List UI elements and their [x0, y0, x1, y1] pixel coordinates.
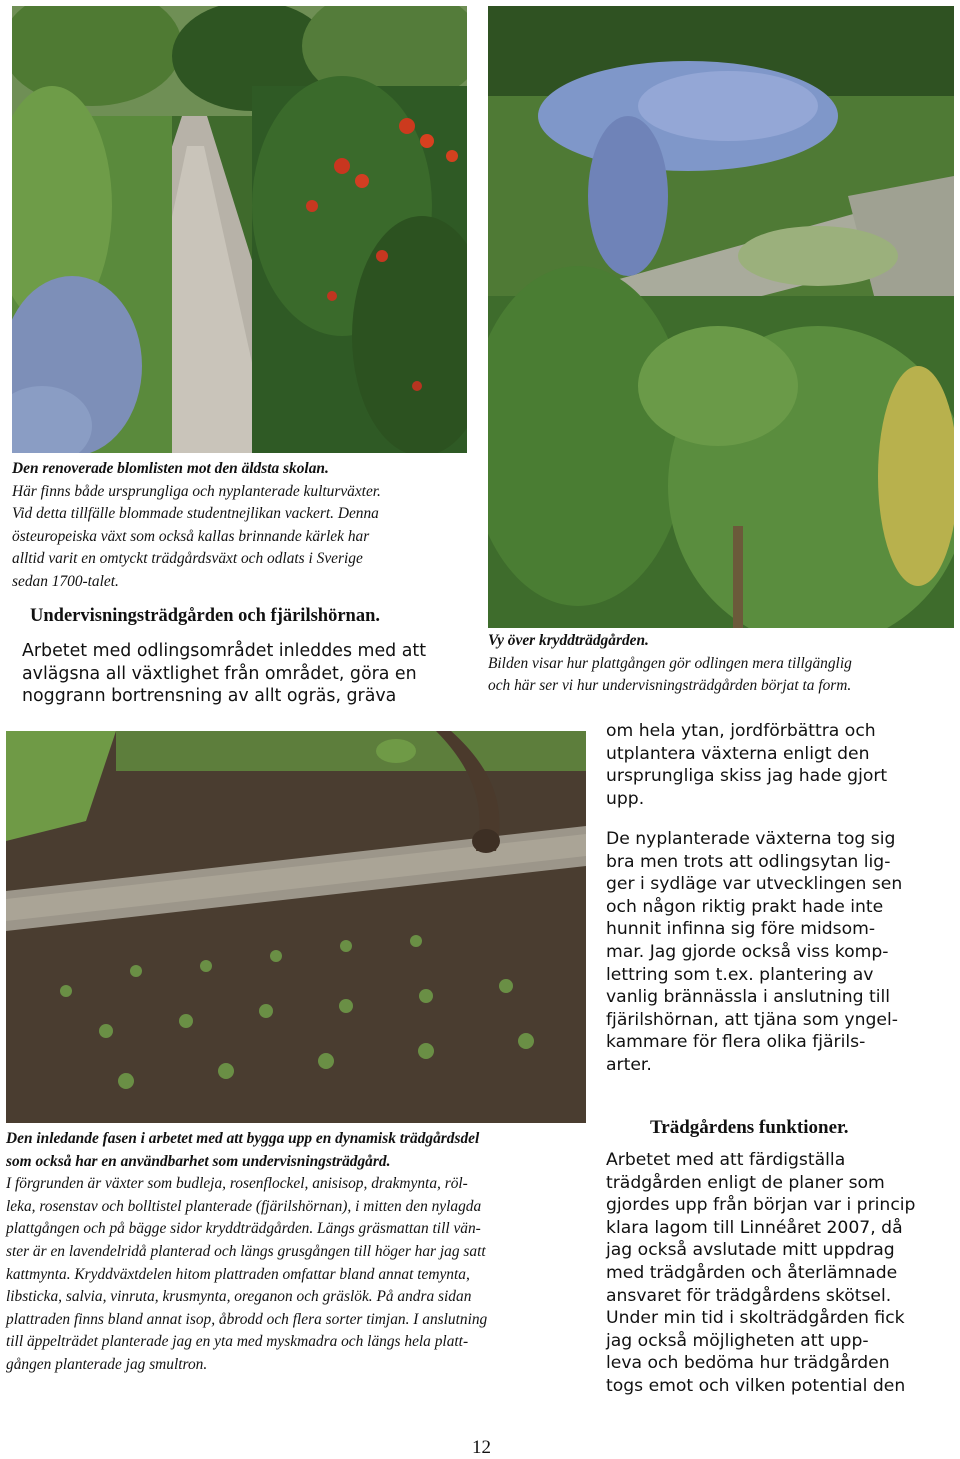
body-line: ansvaret för trädgårdens skötsel.: [606, 1285, 892, 1306]
body-line: mar. Jag gjorde också viss komp-: [606, 941, 889, 962]
body-line: noggrann bortrensning av allt ogräs, gräva: [22, 686, 397, 707]
body-line: med trädgården och återlämnade: [606, 1262, 898, 1283]
body-line: Under min tid i skolträdgården fick: [606, 1308, 905, 1329]
caption-flower-border: [12, 458, 472, 594]
body-line: Arbetet med att färdigställa: [606, 1150, 846, 1170]
caption-line: gången planterade jag smultron.: [6, 1355, 208, 1373]
section-body: [606, 1149, 930, 1398]
right-column-paragraph: [606, 828, 930, 1077]
body-line: jag också avslutade mitt uppdrag: [606, 1240, 895, 1261]
body-line: upp.: [606, 788, 645, 809]
body-line: avlägsna all växtlighet från området, göra en: [22, 663, 417, 684]
body-line: De nyplanterade växterna tog sig: [606, 829, 896, 849]
body-line: lettring som t.ex. plantering av: [606, 964, 874, 985]
caption-title: Vy över kryddträdgården.: [488, 632, 649, 649]
body-line: ursprungliga skiss jag hade gjort: [606, 766, 888, 787]
caption-line: sedan 1700-talet.: [12, 572, 119, 590]
caption-line: plattgången och på bägge sidor kryddträdgården. Längs gräsmattan till vän-: [6, 1220, 481, 1238]
caption-line: Bilden visar hur plattgången gör odlingen mera tillgänglig: [488, 654, 852, 672]
caption-line: och här ser vi hur undervisningsträdgården börjat ta form.: [488, 677, 852, 695]
body-line: ger i sydläge var utvecklingen sen: [606, 874, 903, 895]
caption-line: östeuropeiska växt som också kallas brinnande kärlek har: [12, 527, 370, 545]
caption-line: leka, rosenstav och bolltistel planterade (fjärilshörnan), i mitten den nylagda: [6, 1197, 482, 1215]
body-line: jag också möjligheten att upp-: [606, 1330, 869, 1351]
caption-line: kattmynta. Kryddväxtdelen hitom plattraden omfattar bland annat temynta,: [6, 1265, 470, 1283]
caption-herb-garden: [488, 630, 958, 698]
caption-line: plattraden finns bland annat isop, åbrodd och flera sorter timjan. I anslutning: [6, 1310, 488, 1328]
body-line: arter.: [606, 1054, 652, 1075]
body-line: utplantera växterna enligt den: [606, 743, 870, 764]
caption-line: till äppelträdet planterade jag en yta med myskmadra och längs hela platt-: [6, 1333, 469, 1351]
caption-title: Den renoverade blomlisten mot den äldsta skolan.: [12, 460, 329, 477]
right-column-paragraph: [606, 720, 930, 810]
body-line: vanlig brännässla i anslutning till: [606, 987, 891, 1008]
body-line: klara lagom till Linnéåret 2007, då: [606, 1217, 903, 1238]
planting-bed-photo: [6, 731, 586, 1123]
body-line: hunnit infinna sig före midsom-: [606, 919, 876, 940]
body-line: om hela ytan, jordförbättra och: [606, 721, 876, 741]
body-line: trädgården enligt de planer som: [606, 1172, 885, 1193]
caption-line: I förgrunden är växter som budleja, rosenflockel, anisisop, drakmynta, röl-: [6, 1175, 468, 1193]
body-line: bra men trots att odlingsytan lig-: [606, 851, 891, 872]
body-line: kammare för flera olika fjärils-: [606, 1032, 866, 1053]
page-number: 12: [472, 1437, 491, 1458]
body-line: togs emot och vilken potential den: [606, 1375, 906, 1396]
section-heading: Undervisningsträdgården och fjärilshörnan.: [30, 606, 380, 626]
caption-line: libsticka, salvia, vinruta, krusmynta, oreganon och gräslök. På andra sidan: [6, 1288, 472, 1306]
body-line: Arbetet med odlingsområdet inleddes med att: [22, 641, 427, 661]
caption-planting-bed: [6, 1128, 590, 1377]
body-line: leva och bedöma hur trädgården: [606, 1353, 890, 1374]
body-line: gjordes upp från början var i princip: [606, 1195, 916, 1216]
body-line: och någon riktig prakt hade inte: [606, 896, 884, 917]
caption-line: alltid varit en omtyckt trädgårdsväxt och odlats i Sverige: [12, 550, 363, 568]
section-body: [22, 640, 466, 708]
caption-line: Här finns både ursprungliga och nyplanterade kulturväxter.: [12, 482, 381, 500]
section-heading: Trädgårdens funktioner.: [650, 1117, 849, 1138]
herb-garden-photo: [488, 6, 954, 628]
caption-title: Den inledande fasen i arbetet med att bygga upp en dynamisk trädgårdsdel: [6, 1130, 480, 1147]
body-line: fjärilshörnan, att tjäna som yngel-: [606, 1009, 898, 1030]
caption-line: ster är en lavendelridå planterad och längs grusgången till höger har jag satt: [6, 1242, 486, 1260]
caption-title: som också har en användbarhet som undervisningsträdgård.: [6, 1152, 391, 1170]
flower-border-photo: [12, 6, 467, 453]
caption-line: Vid detta tillfälle blommade studentnejlikan vackert. Denna: [12, 505, 379, 523]
